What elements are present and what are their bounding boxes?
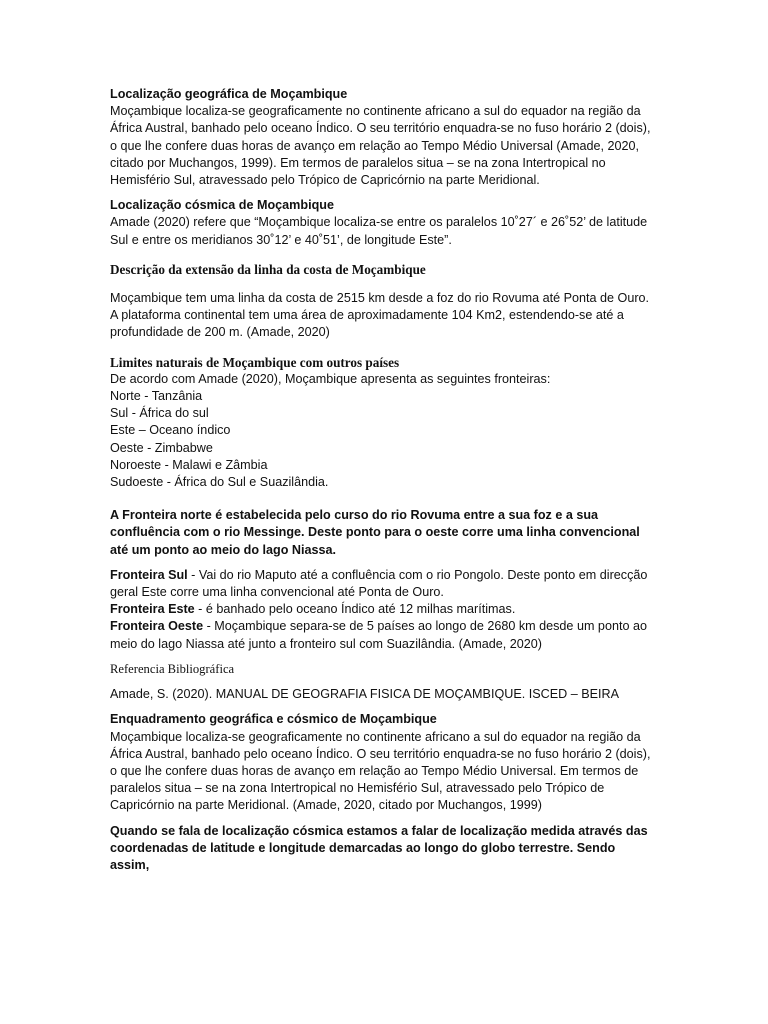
list-item: Noroeste - Malawi e Zâmbia xyxy=(110,457,268,472)
section-title: Referencia Bibliográfica xyxy=(110,661,235,676)
section-geographic-location xyxy=(110,86,655,189)
frontier-label: Fronteira Sul xyxy=(110,567,188,582)
frontier-label: Fronteira norte xyxy=(122,508,212,523)
paragraph xyxy=(110,601,655,618)
section-title: Localização cósmica de Moçambique xyxy=(110,198,334,213)
text-run: é estabelecida pelo curso do rio Rovuma entre a sua foz e a sua confluência com o rio Messinge. Deste ponto para o oeste corre uma linha convencional até um ponto ao meio do lago Niassa. xyxy=(110,508,640,557)
text-run: A xyxy=(110,508,123,523)
paragraph xyxy=(110,507,655,559)
section-coastline xyxy=(110,261,655,342)
section-natural-limits xyxy=(110,354,655,492)
paragraph: De acordo com Amade (2020), Moçambique apresenta as seguintes fronteiras: xyxy=(110,371,551,386)
section-references xyxy=(110,661,655,703)
section-title: Descrição da extensão da linha da costa de Moçambique xyxy=(110,261,426,277)
paragraph xyxy=(110,618,655,652)
text-run: - Moçambique separa-se de 5 países ao longo de 2680 km desde um ponto ao meio do lago Niassa até junto a fronteiro sul com Suazilândia. (Amade, 2020) xyxy=(110,619,647,651)
paragraph xyxy=(110,567,655,601)
text-run: - é banhado pelo oceano Índico até 12 milhas marítimas. xyxy=(194,602,516,617)
section-title: Enquadramento geográfica e cósmico de Moçambique xyxy=(110,712,437,727)
paragraph: Amade (2020) refere que “Moçambique localiza-se entre os paralelos 10˚27´ e 26˚52’ de latitude Sul e entre os meridianos 30˚12’ e 40˚51’, de longitude Este”. xyxy=(110,215,648,247)
section-cosmic-location xyxy=(110,197,655,249)
paragraph: Quando se fala de localização cósmica estamos a falar de localização medida através das coordenadas de latitude e longitude demarcadas ao longo do globo terrestre. Sendo assim, xyxy=(110,823,648,872)
list-item: Oeste - Zimbabwe xyxy=(110,440,213,455)
text-run: - Vai do rio Maputo até a confluência com o rio Pongolo. Deste ponto em direcção geral Este corre uma linha convencional até Ponta de Ouro. xyxy=(110,567,648,600)
list-item: Norte - Tanzânia xyxy=(110,389,203,404)
section-framing xyxy=(110,711,655,814)
paragraph: Moçambique tem uma linha da costa de 2515 km desde a foz do rio Rovuma até Ponta de Ouro. A plataforma continental tem uma área de aproximadamente 104 Km2, estendendo-se até a profundidade de 200 m. (Amade, 2020) xyxy=(110,291,650,340)
list-item: Este – Oceano índico xyxy=(110,423,231,438)
frontier-label: Fronteira Este xyxy=(110,602,195,617)
paragraph: Moçambique localiza-se geograficamente no continente africano a sul do equador na região da África Austral, banhado pelo oceano Índico. O seu território enquadra-se no fuso horário 2 (dois), o que lhe confere duas horas de avanço em relação ao Tempo Médio Universal (Amade, 2020, citado por Muchangos, 1999). Em termos de paralelos situa – se na zona Intertropical no Hemisfério Sul, atravessado pelo Trópico de Capricórnio na parte Meridional. xyxy=(110,104,651,188)
section-frontiers xyxy=(110,567,655,653)
list-item: Sudoeste - África do Sul e Suazilândia. xyxy=(110,475,329,490)
borders-list xyxy=(110,388,655,491)
paragraph: Moçambique localiza-se geograficamente no continente africano a sul do equador na região da África Austral, banhado pelo oceano Índico. O seu território enquadra-se no fuso horário 2 (dois), o que lhe confere duas horas de avanço em relação ao Tempo Médio Universal. Em termos de paralelos situa – se na zona Intertropical no Hemisfério Sul, atravessado pelo Trópico de Capricórnio na parte Meridional. (Amade, 2020, citado por Muchangos, 1999) xyxy=(110,729,651,813)
section-title: Limites naturais de Moçambique com outros países xyxy=(110,354,400,370)
document-page xyxy=(110,86,655,874)
section-frontier-north xyxy=(110,507,655,559)
section-title: Localização geográfica de Moçambique xyxy=(110,87,348,101)
section-cosmic-explanation xyxy=(110,823,655,875)
list-item: Sul - África do sul xyxy=(110,406,209,421)
reference-entry: Amade, S. (2020). MANUAL DE GEOGRAFIA FISICA DE MOÇAMBIQUE. ISCED – BEIRA xyxy=(110,687,620,702)
frontier-label: Fronteira Oeste xyxy=(110,619,204,634)
